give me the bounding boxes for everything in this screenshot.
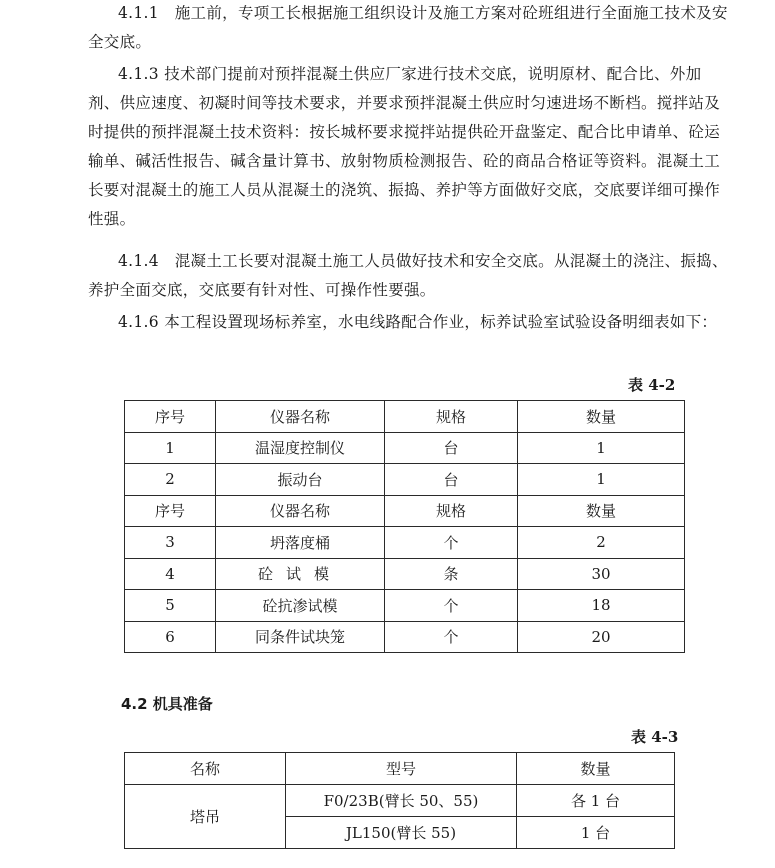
section-heading: 4.2 机具准备 [121,695,213,713]
table-cell: 1 台 [517,817,675,849]
table-cell: 仪器名称 [216,495,385,527]
para-text: 施工前，专项工长根据施工组织设计及施工方案对砼班组进行全面施工技术及安全交底。 [88,4,728,51]
header-cell: 型号 [286,753,517,785]
table-cell: 1 [518,432,685,464]
table-row [125,785,675,817]
table-cell: F0/23B(臂长 50、55) [286,785,517,817]
header-cell: 数量 [517,753,675,785]
table-cell: 20 [518,621,685,653]
header-cell: 仪器名称 [216,401,385,433]
para-number: 4.1.4 [118,252,159,270]
table-cell: 个 [385,590,518,622]
para-text: 本工程设置现场标养室，水电线路配合作业，标养试验室试验设备明细表如下： [164,313,718,331]
table-row [125,495,685,527]
table-cell: 同条件试块笼 [216,621,385,653]
lab-equipment-table [124,400,685,653]
table-cell: 2 [518,527,685,559]
table-caption-4-2: 表 4-2 [628,376,676,394]
para-number: 4.1.1 [118,4,159,22]
table-row [125,621,685,653]
table-cell: 台 [385,464,518,496]
paragraph-4-1-1 [88,0,728,57]
table-cell: JL150(臂长 55) [286,817,517,849]
table-cell: 各 1 台 [517,785,675,817]
table-cell: 2 [125,464,216,496]
machinery-table [124,752,675,849]
table-row [125,432,685,464]
para-text: 技术部门提前对预拌混凝土供应厂家进行技术交底，说明原材、配合比、外加剂、供应速度、初凝时间等技术要求，并要求预拌混凝土供应时匀速进场不断档。搅拌站及时提供的预拌混凝土技术资料：按长城杯要求搅拌站提供砼开盘鉴定、配合比申请单、砼运输单、碱活性报告、碱含量计算书、放射物质检测报告、砼的商品合格证等资料。混凝土工长要对混凝土的施工人员从混凝土的浇筑、振捣、养护等方面做好交底，交底要详细可操作性强。 [88,65,721,228]
table-header-row [125,401,685,433]
para-number: 4.1.6 [118,313,159,331]
header-cell: 名称 [125,753,286,785]
table-cell: 振动台 [216,464,385,496]
table-cell: 台 [385,432,518,464]
table-row [125,527,685,559]
table-cell: 个 [385,621,518,653]
table-cell: 砼试模 [216,558,385,590]
paragraph-4-1-4 [88,247,728,305]
table-cell: 温湿度控制仪 [216,432,385,464]
para-text: 混凝土工长要对混凝土施工人员做好技术和安全交底。从混凝土的浇注、振捣、养护全面交底，交底要有针对性、可操作性要强。 [88,252,728,299]
header-cell: 数量 [518,401,685,433]
table-cell: 塔吊 [125,785,286,849]
table-row [125,590,685,622]
table-cell: 个 [385,527,518,559]
table-caption-4-3: 表 4-3 [631,728,679,746]
table-cell: 1 [125,432,216,464]
table-cell: 数量 [518,495,685,527]
table-cell: 砼抗渗试模 [216,590,385,622]
table-cell: 规格 [385,495,518,527]
table-cell: 30 [518,558,685,590]
table-row [125,464,685,496]
table-cell: 3 [125,527,216,559]
table-cell: 坍落度桶 [216,527,385,559]
header-cell: 序号 [125,401,216,433]
table-cell: 6 [125,621,216,653]
paragraph-4-1-3 [88,60,728,234]
table-header-row [125,753,675,785]
header-cell: 规格 [385,401,518,433]
table-cell: 序号 [125,495,216,527]
paragraph-4-1-6 [88,308,728,337]
table-cell: 18 [518,590,685,622]
table-cell: 1 [518,464,685,496]
table-cell: 5 [125,590,216,622]
table-cell: 4 [125,558,216,590]
table-cell: 条 [385,558,518,590]
table-row [125,558,685,590]
para-number: 4.1.3 [118,65,159,83]
